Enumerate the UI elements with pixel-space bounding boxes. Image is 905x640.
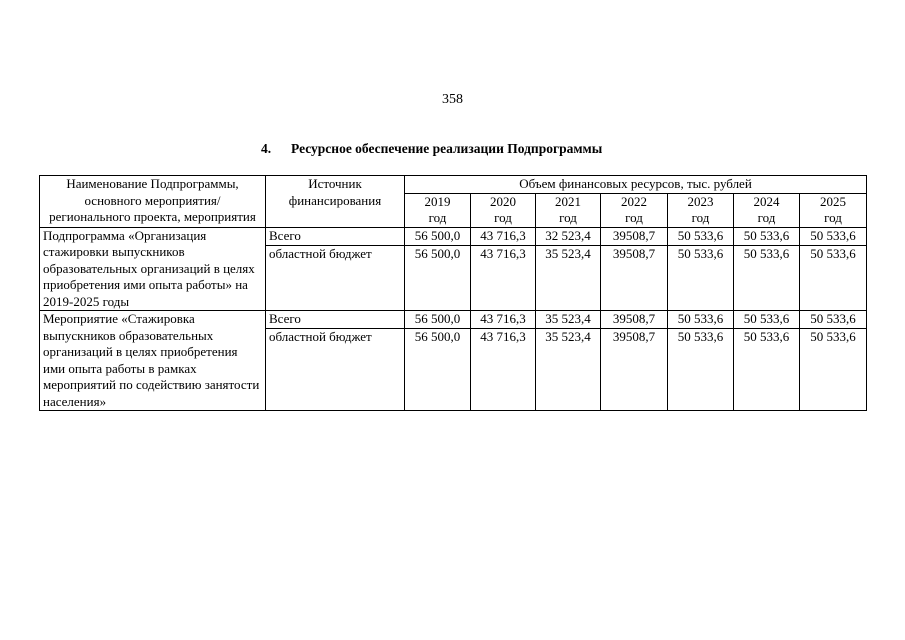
value-cell: 50 533,6 [668, 227, 734, 245]
value-cell: 50 533,6 [734, 227, 800, 245]
event-name: Мероприятие «Стажировка выпускников образовательных организаций в целях приобретения ими опыта работы в рамках мероприятий по содействию занятости населения» [40, 311, 266, 411]
header-year-2019: 2019 год [405, 193, 471, 227]
value-cell: 35 523,4 [536, 245, 601, 311]
value-cell: 50 533,6 [668, 329, 734, 411]
header-year-2023: 2023 год [668, 193, 734, 227]
value-cell: 56 500,0 [405, 227, 471, 245]
header-year-2024: 2024 год [734, 193, 800, 227]
value-cell: 56 500,0 [405, 311, 471, 329]
value-cell: 50 533,6 [668, 245, 734, 311]
value-cell: 35 523,4 [536, 329, 601, 411]
value-cell: 43 716,3 [471, 227, 536, 245]
value-cell: 50 533,6 [800, 227, 867, 245]
header-year-2022: 2022 год [601, 193, 668, 227]
header-row-1 [40, 176, 867, 194]
value-cell: 39508,7 [601, 311, 668, 329]
section-title: Ресурсное обеспечение реализации Подпрограммы [291, 141, 603, 156]
resource-table [39, 175, 867, 411]
value-cell: 50 533,6 [734, 311, 800, 329]
value-cell: 50 533,6 [800, 329, 867, 411]
section-number: 4. [261, 141, 272, 156]
header-source: Источник финансирования [266, 176, 405, 228]
source-cell: Всего [266, 227, 405, 245]
value-cell: 39508,7 [601, 329, 668, 411]
value-cell: 32 523,4 [536, 227, 601, 245]
value-cell: 56 500,0 [405, 245, 471, 311]
header-year-2025: 2025 год [800, 193, 867, 227]
source-cell: областной бюджет [266, 245, 405, 311]
header-volume: Объем финансовых ресурсов, тыс. рублей [405, 176, 867, 194]
page-number: 358 [442, 92, 463, 107]
value-cell: 56 500,0 [405, 329, 471, 411]
value-cell: 43 716,3 [471, 329, 536, 411]
value-cell: 43 716,3 [471, 245, 536, 311]
value-cell: 50 533,6 [800, 245, 867, 311]
source-cell: областной бюджет [266, 329, 405, 411]
value-cell: 50 533,6 [800, 311, 867, 329]
value-cell: 43 716,3 [471, 311, 536, 329]
table-row [40, 311, 867, 329]
value-cell: 50 533,6 [734, 245, 800, 311]
header-year-2020: 2020 год [471, 193, 536, 227]
value-cell: 39508,7 [601, 227, 668, 245]
subprogram-name: Подпрограмма «Организация стажировки выпускников образовательных организаций в целях приобретения ими опыта работы» на 2019-2025 годы [40, 227, 266, 311]
table-row [40, 227, 867, 245]
value-cell: 35 523,4 [536, 311, 601, 329]
value-cell: 39508,7 [601, 245, 668, 311]
section-heading [261, 140, 602, 158]
value-cell: 50 533,6 [734, 329, 800, 411]
header-name: Наименование Подпрограммы, основного мероприятия/ регионального проекта, мероприятия [40, 176, 266, 228]
header-year-2021: 2021 год [536, 193, 601, 227]
value-cell: 50 533,6 [668, 311, 734, 329]
source-cell: Всего [266, 311, 405, 329]
